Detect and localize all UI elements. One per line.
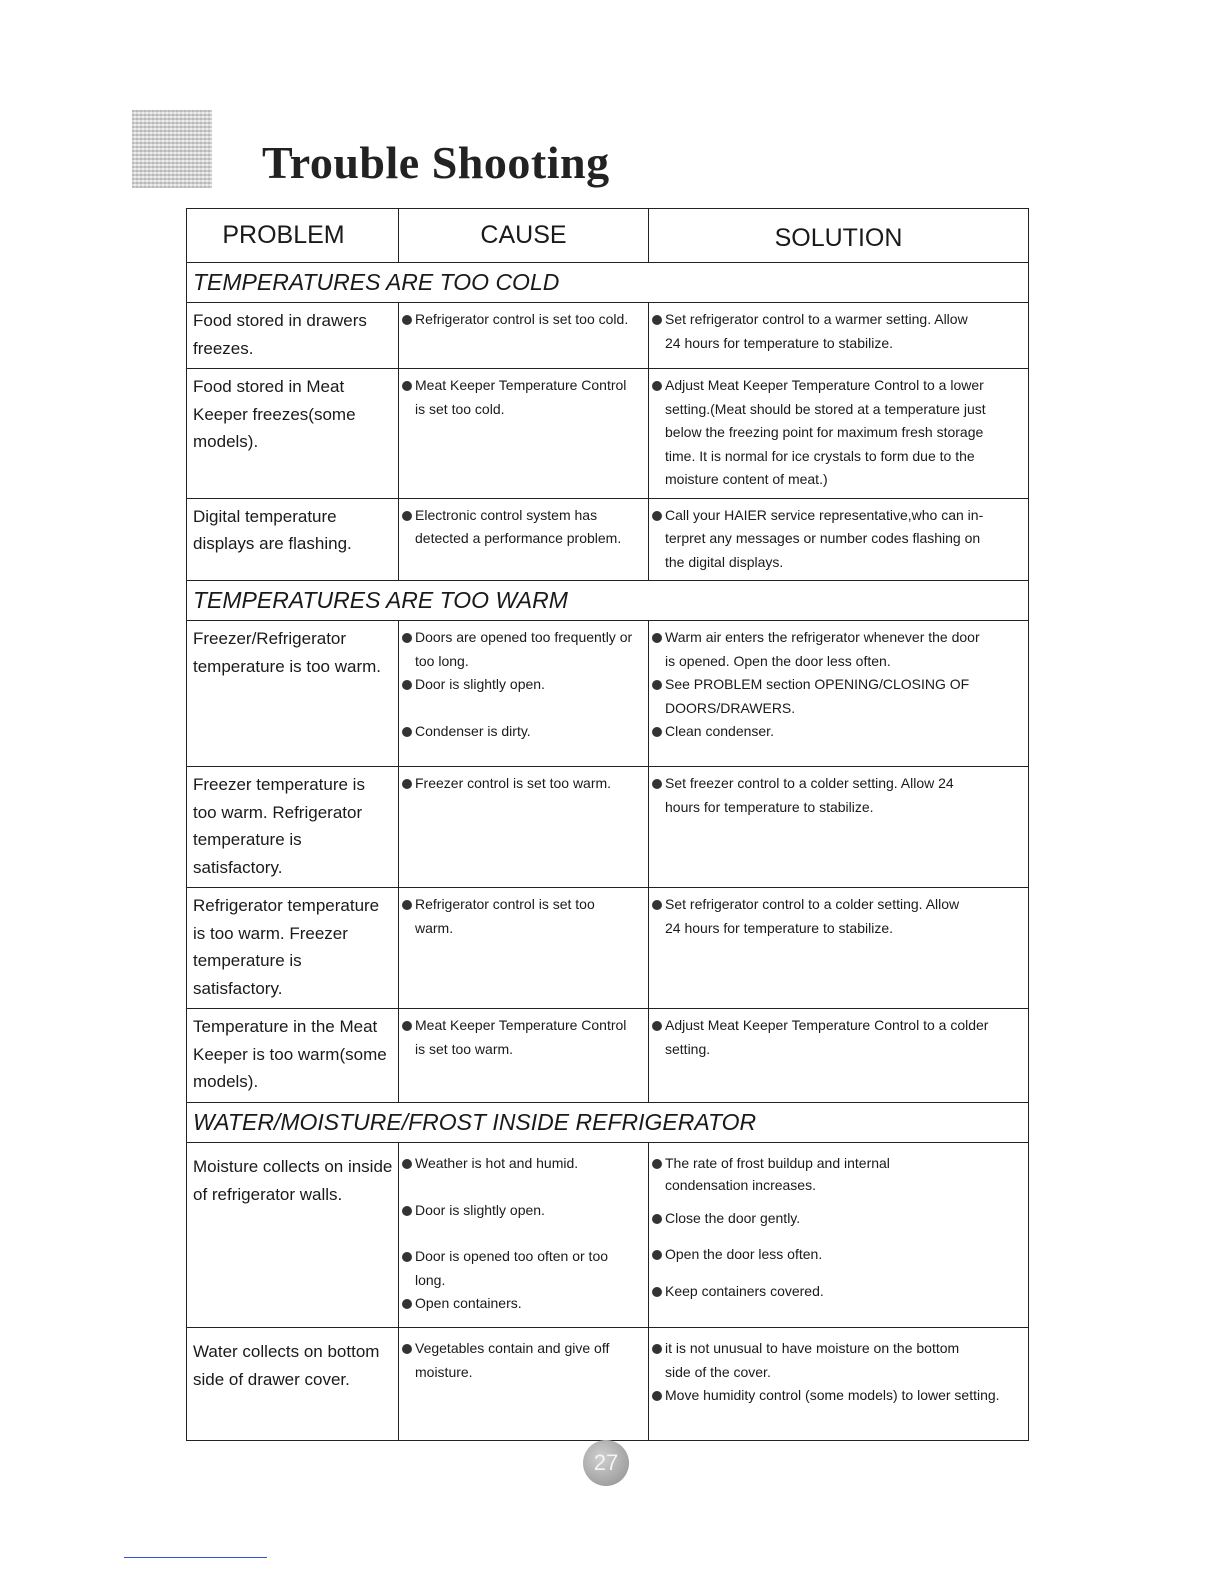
problem-text: Freezer/Refrigerator	[193, 629, 347, 648]
problem-cell	[187, 1328, 399, 1441]
bullet-icon	[402, 1252, 412, 1262]
spacer	[401, 697, 646, 720]
page-title: Trouble Shooting	[262, 137, 610, 188]
solution-text: below the freezing point for maximum fresh storage	[665, 424, 984, 440]
section-row-warm	[187, 581, 1029, 621]
section-heading-warm: TEMPERATURES ARE TOO WARM	[187, 581, 1029, 621]
solution-cell	[649, 767, 1029, 888]
problem-text: side of drawer cover.	[193, 1369, 350, 1389]
bullet-icon	[652, 511, 662, 521]
cause-item: Refrigerator control is set too	[401, 893, 646, 917]
solution-cell	[649, 888, 1029, 1009]
bullet-icon	[402, 511, 412, 521]
section-heading-moisture: WATER/MOISTURE/FROST INSIDE REFRIGERATOR	[187, 1103, 1029, 1143]
cause-cell	[399, 498, 649, 581]
solution-text: condensation increases.	[665, 1176, 816, 1193]
solution-text: setting.	[665, 1040, 711, 1057]
cause-item: Door is slightly open.	[401, 673, 646, 697]
problem-text: Digital temperature	[193, 506, 337, 526]
bullet-icon	[652, 727, 662, 737]
solution-text: the digital displays.	[665, 553, 784, 570]
solution-item: Adjust Meat Keeper Temperature Control to a colder	[651, 1014, 1026, 1038]
solution-text: 24 hours for temperature to stabilize.	[665, 919, 894, 936]
solution-cell	[649, 303, 1029, 369]
cause-text: detected a performance problem.	[415, 530, 622, 546]
problem-cell	[187, 303, 399, 369]
bullet-icon	[402, 1344, 412, 1354]
bullet-icon	[652, 1214, 662, 1224]
header-solution: SOLUTION	[649, 209, 1029, 263]
cause-cell	[399, 1328, 649, 1441]
cause-text: moisture.	[415, 1363, 473, 1380]
troubleshooting-table	[186, 208, 1029, 1441]
cause-item: Vegetables contain and give off	[401, 1337, 646, 1361]
cause-text: warm.	[415, 919, 454, 936]
solution-cell	[649, 369, 1029, 499]
solution-item: The rate of frost buildup and internal	[651, 1152, 1026, 1176]
problem-cell	[187, 888, 399, 1009]
bullet-icon	[652, 315, 662, 325]
problem-text: temperature is	[193, 830, 302, 849]
problem-text: Keeper is too warm(some	[193, 1044, 387, 1064]
cause-item: Weather is hot and humid.	[401, 1152, 646, 1176]
table-row	[187, 767, 1029, 888]
problem-cell	[187, 621, 399, 767]
bullet-icon	[652, 900, 662, 910]
bullet-icon	[652, 779, 662, 789]
problem-text: Water collects on bottom	[193, 1342, 380, 1361]
footer-link-underline	[124, 1557, 267, 1558]
cause-item: Open containers.	[401, 1292, 646, 1316]
bullet-icon	[402, 633, 412, 643]
bullet-icon	[652, 381, 662, 391]
problem-text: too warm. Refrigerator	[193, 802, 363, 822]
cause-item: Freezer control is set too warm.	[401, 772, 646, 796]
cause-cell	[399, 621, 649, 767]
bullet-icon	[652, 1159, 662, 1169]
problem-text: is too warm. Freezer	[193, 923, 348, 943]
solution-item: Set refrigerator control to a warmer setting. Allow	[651, 308, 1026, 332]
problem-text: Keeper freezes(some	[193, 404, 356, 424]
troubleshooting-table-wrapper	[186, 208, 1028, 1441]
spacer	[651, 1194, 1026, 1207]
solution-cell	[649, 498, 1029, 581]
solution-text: time. It is normal for ice crystals to form due to the	[665, 447, 975, 464]
cause-text: too long.	[415, 652, 469, 669]
spacer	[401, 1176, 646, 1199]
problem-cell	[187, 369, 399, 499]
bullet-icon	[652, 1021, 662, 1031]
bullet-icon	[402, 1159, 412, 1169]
problem-text: Food stored in Meat	[193, 377, 345, 396]
cause-text: is set too warm.	[415, 1040, 514, 1057]
cause-cell	[399, 888, 649, 1009]
table-row	[187, 1328, 1029, 1441]
cause-text: long.	[415, 1271, 446, 1288]
problem-cell	[187, 1009, 399, 1103]
problem-text: freezes.	[193, 338, 254, 358]
problem-text: Temperature in the Meat	[193, 1017, 378, 1036]
section-row-cold	[187, 263, 1029, 303]
solution-item: Keep containers covered.	[651, 1280, 1026, 1304]
bullet-icon	[402, 1021, 412, 1031]
spacer	[401, 1222, 646, 1245]
cause-item: Electronic control system has	[401, 504, 646, 528]
solution-cell	[649, 621, 1029, 767]
solution-item: Close the door gently.	[651, 1207, 1026, 1231]
spacer	[651, 1230, 1026, 1243]
table-row	[187, 888, 1029, 1009]
solution-text: DOORS/DRAWERS.	[665, 699, 796, 716]
cause-item: Door is slightly open.	[401, 1199, 646, 1223]
table-row	[187, 369, 1029, 499]
bullet-icon	[652, 633, 662, 643]
title-decoration	[132, 110, 212, 188]
problem-text: temperature is	[193, 951, 302, 970]
solution-cell	[649, 1143, 1029, 1328]
bullet-icon	[402, 1299, 412, 1309]
bullet-icon	[402, 381, 412, 391]
cause-item: Condenser is dirty.	[401, 720, 646, 744]
table-row	[187, 1143, 1029, 1328]
bullet-icon	[652, 1250, 662, 1260]
table-header-row	[187, 209, 1029, 263]
problem-cell	[187, 1143, 399, 1328]
cause-cell	[399, 303, 649, 369]
table-row	[187, 621, 1029, 767]
cause-item: Meat Keeper Temperature Control	[401, 1014, 646, 1038]
solution-text: side of the cover.	[665, 1363, 771, 1380]
bullet-icon	[402, 900, 412, 910]
problem-text: models).	[193, 432, 259, 451]
problem-text: Refrigerator temperature	[193, 896, 380, 915]
cause-cell	[399, 1009, 649, 1103]
problem-text: temperature is too warm.	[193, 656, 382, 676]
problem-text: Moisture collects on inside	[193, 1157, 393, 1176]
cause-item: Meat Keeper Temperature Control	[401, 374, 646, 398]
problem-text: Freezer temperature is	[193, 775, 365, 794]
table-row	[187, 498, 1029, 581]
solution-item: Adjust Meat Keeper Temperature Control to a lower	[651, 374, 1026, 398]
bullet-icon	[402, 1206, 412, 1216]
cause-item: Refrigerator control is set too cold.	[401, 308, 646, 332]
spacer	[651, 1267, 1026, 1280]
section-heading-cold: TEMPERATURES ARE TOO COLD	[187, 263, 1029, 303]
table-row	[187, 303, 1029, 369]
solution-item: Warm air enters the refrigerator whenever the door	[651, 626, 1026, 650]
solution-cell	[649, 1328, 1029, 1441]
bullet-icon	[402, 680, 412, 690]
problem-cell	[187, 767, 399, 888]
solution-item: Move humidity control (some models) to lower setting.	[651, 1384, 1026, 1408]
page-number: 27	[583, 1440, 629, 1486]
bullet-icon	[652, 1344, 662, 1354]
solution-item: it is not unusual to have moisture on the bottom	[651, 1337, 1026, 1361]
problem-text: satisfactory.	[193, 978, 283, 998]
problem-text: of refrigerator walls.	[193, 1184, 343, 1204]
solution-item: Set freezer control to a colder setting. Allow 24	[651, 772, 1026, 796]
solution-text: hours for temperature to stabilize.	[665, 798, 874, 815]
solution-text: terpret any messages or number codes flashing on	[665, 530, 981, 546]
bullet-icon	[652, 1287, 662, 1297]
cause-cell	[399, 1143, 649, 1328]
header-problem: PROBLEM	[187, 209, 399, 263]
table-row	[187, 1009, 1029, 1103]
problem-text: models).	[193, 1072, 259, 1091]
cause-cell	[399, 767, 649, 888]
solution-text: is opened. Open the door less often.	[665, 652, 891, 669]
bullet-icon	[402, 315, 412, 325]
bullet-icon	[652, 680, 662, 690]
solution-text: moisture content of meat.)	[665, 471, 828, 487]
problem-text: displays are flashing.	[193, 534, 352, 553]
cause-item: Doors are opened too frequently or	[401, 626, 646, 650]
section-row-moisture	[187, 1103, 1029, 1143]
solution-item: Set refrigerator control to a colder setting. Allow	[651, 893, 1026, 917]
solution-item: See PROBLEM section OPENING/CLOSING OF	[651, 673, 1026, 697]
cause-cell	[399, 369, 649, 499]
solution-text: setting.(Meat should be stored at a temperature just	[665, 400, 986, 417]
cause-text: is set too cold.	[415, 400, 505, 417]
solution-item: Open the door less often.	[651, 1243, 1026, 1267]
solution-cell	[649, 1009, 1029, 1103]
solution-text: 24 hours for temperature to stabilize.	[665, 334, 894, 351]
bullet-icon	[402, 779, 412, 789]
problem-text: Food stored in drawers	[193, 311, 367, 330]
solution-item: Call your HAIER service representative,who can in-	[651, 504, 1026, 528]
problem-text: satisfactory.	[193, 857, 283, 877]
cause-item: Door is opened too often or too	[401, 1245, 646, 1269]
solution-item: Clean condenser.	[651, 720, 1026, 744]
bullet-icon	[402, 727, 412, 737]
bullet-icon	[652, 1391, 662, 1401]
problem-cell	[187, 498, 399, 581]
header-cause: CAUSE	[399, 209, 649, 263]
